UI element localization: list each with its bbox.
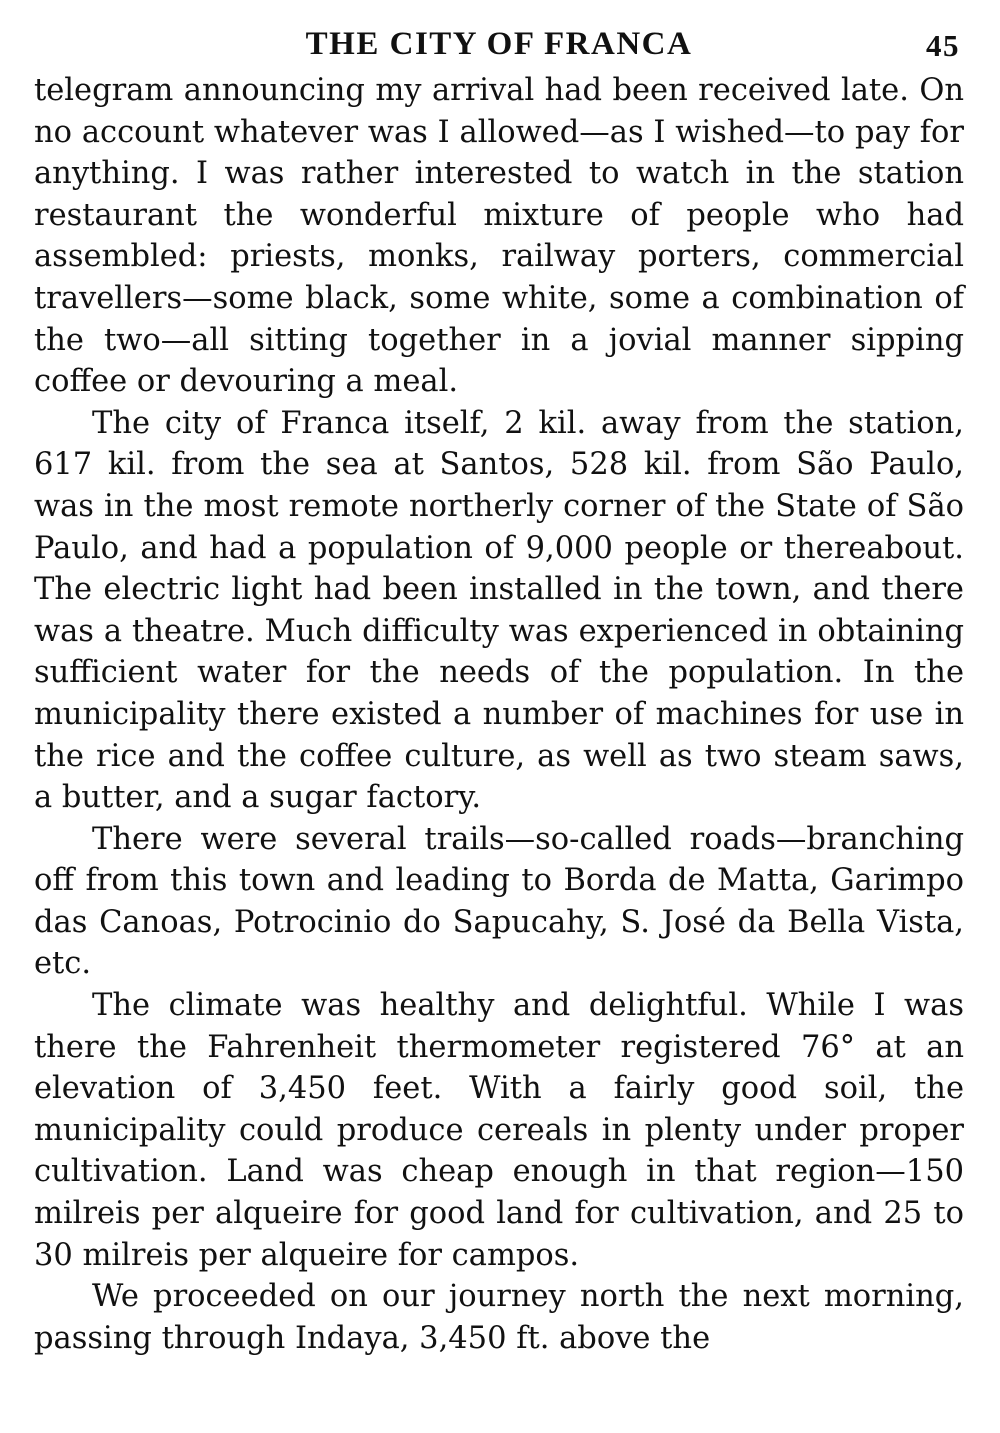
page-number: 45: [926, 28, 960, 63]
running-head: THE CITY OF FRANCA: [305, 26, 693, 62]
book-page: [34, 22, 964, 1359]
paragraph-city-of-franca: The city of Franca itself, 2 kil. away from the station, 617 kil. from the sea at Santos, 528 kil. from São Paulo, was in the most remote northerly corner of the State of São Paulo, and had a population of 9,000 people or thereabout. The electric light had been installed in the town, and there was a theatre. Much difficulty was experienced in obtaining sufficient water for the needs of the population. In the municipality there existed a number of machines for use in the rice and the coffee culture, as well as two steam saws, a butter, and a sugar factory.: [34, 405, 964, 816]
paragraph-continued: telegram announcing my arrival had been received late. On no account whatever was I allowed—as I wished—to pay for anything. I was rather interested to watch in the station restaurant the wonderful mixture of people who had assembled: priests, monks, railway porters, commercial travellers—some black, some white, some a combination of the two—all sitting together in a jovial manner sipping coffee or devouring a meal.: [34, 73, 964, 400]
paragraph-trails: There were several trails—so-called roads—branching off from this town and leading to Borda de Matta, Garimpo das Canoas, Potrocinio do Sapucahy, S. José da Bella Vista, etc.: [34, 821, 964, 982]
page-header: [34, 22, 964, 70]
body-text: [34, 70, 964, 1359]
paragraph-climate: The climate was healthy and delightful. While I was there the Fahrenheit thermometer registered 76° at an elevation of 3,450 feet. With a fairly good soil, the municipality could produce cereals in plenty under proper cultivation. Land was cheap enough in that region—150 milreis per alqueire for good land for cultivation, and 25 to 30 milreis per alqueire for campos.: [34, 988, 964, 1273]
paragraph-journey-north: We proceeded on our journey north the next morning, passing through Indaya, 3,450 ft. above the: [34, 1279, 964, 1356]
